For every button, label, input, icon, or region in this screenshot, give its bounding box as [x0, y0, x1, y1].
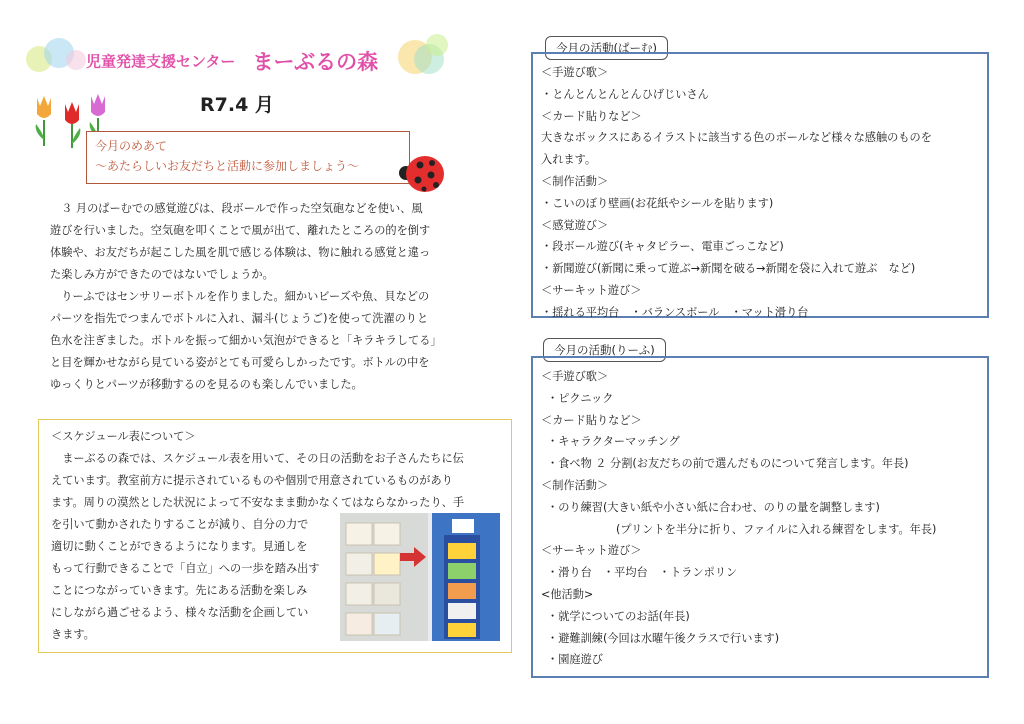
palm-line: ＜手遊び歌＞ [541, 66, 609, 79]
center-name: 児童発達支援センター [86, 52, 236, 71]
facility-name: まーぶるの森 [252, 50, 379, 74]
report-line: と目を輝かせながら見ている姿がとても可愛らしかったです。ボトルの中を [50, 356, 430, 369]
leaf-line: ・滑り台 ・平均台 ・トランポリン [547, 566, 738, 580]
leaf-line: ・就学についてのお話(年長) [547, 609, 690, 623]
leaf-activities-panel [531, 356, 989, 678]
schedule-line: きます。 [51, 628, 95, 641]
schedule-text-short [51, 514, 343, 646]
schedule-line: ます。周りの漠然とした状況によって不安なまま動かなくてはならなかったり、手 [51, 496, 465, 509]
palm-line: ・段ボール遊び(キャタピラー、電車ごっこなど) [541, 240, 784, 254]
palm-line: ・とんとんとんとんひげじいさん [541, 87, 709, 101]
schedule-board-photo [340, 513, 500, 641]
tulip-icon [65, 102, 80, 148]
leaf-line: ＜カード貼りなど＞ [541, 413, 642, 427]
leaf-line: ・キャラクターマッチング [547, 435, 680, 449]
decor-bubble [426, 34, 448, 56]
palm-line: ＜カード貼りなど＞ [541, 109, 642, 123]
leaf-line: ＜制作活動＞ [541, 478, 609, 492]
report-line: りーふではセンサリーボトルを作りました。細かいビーズや魚、貝などの [50, 290, 430, 303]
monthly-goal-text: ～あたらしいお友だちと活動に参加しましょう～ [95, 159, 360, 173]
palm-line: 入れます。 [541, 153, 597, 167]
palm-line: ＜感覚遊び＞ [541, 218, 609, 232]
report-line: パーツを指先でつまんでボトルに入れ、漏斗(じょうご)を使って洗濯のりと [50, 312, 429, 325]
schedule-title: ＜スケジュール表について＞ [51, 430, 196, 443]
palm-activities-tab: 今月の活動(ぱーむ) [545, 36, 668, 60]
newsletter-title [86, 46, 378, 76]
leaf-line: ・園庭遊び [547, 653, 603, 667]
palm-activities-panel [531, 52, 989, 318]
report-line: 色水を注ぎました。ボトルを振って細かい気泡ができると「キラキラしてる」 [50, 334, 442, 347]
report-line: た楽しみ方ができたのではないでしょうか。 [50, 268, 274, 281]
schedule-line: を引いて動かされたりすることが減り、自分の力で [51, 518, 309, 531]
ladybug-icon [398, 151, 446, 195]
issue-month: R7.4 月 [200, 94, 274, 116]
leaf-line: ・食べ物 ２ 分割(お友だちの前で選んだものについて発言します。年長) [547, 457, 909, 471]
report-line: ３ 月のぱーむでの感覚遊びは、段ボールで作った空気砲などを使い、風 [50, 202, 423, 215]
report-line: ゆっくりとパーツが移動するのを見るのも楽しんでいました。 [50, 378, 363, 391]
decor-bubble [66, 50, 86, 70]
leaf-line: ＜サーキット遊び＞ [541, 544, 642, 558]
leaf-line: ・避難訓練(今回は水曜午後クラスで行います) [547, 631, 780, 645]
schedule-line: もって行動できることで「自立」への一歩を踏み出す [51, 562, 320, 575]
schedule-line: まーぶるの森では、スケジュール表を用いて、その日の活動をお子さんたちに伝 [51, 452, 464, 465]
leaf-line: ・ピクニック [547, 391, 614, 405]
report-line: 体験や、お友だちが起こした風を肌で感じる体験は、物に触れる感覚と違っ [50, 246, 431, 259]
monthly-goal-box [86, 131, 410, 184]
leaf-line: <他活動> [541, 587, 594, 601]
palm-line: ＜サーキット遊び＞ [541, 283, 642, 297]
schedule-line: 適切に動くことができるようになります。見通しを [51, 540, 308, 553]
palm-line: 大きなボックスにあるイラストに該当する色のボールなど様々な感触のものを [541, 131, 932, 145]
monthly-goal-title: 今月のめあて [95, 139, 168, 153]
palm-line: ＜制作活動＞ [541, 174, 609, 188]
schedule-text [51, 448, 511, 514]
schedule-line: にしながら過ごせるよう、様々な活動を企画してい [51, 606, 309, 619]
report-line: 遊びを行いました。空気砲を叩くことで風が出て、離れたところの的を倒す [50, 224, 431, 237]
tulip-icon [36, 96, 51, 146]
leaf-line: ・のり練習(大きい紙や小さい紙に合わせ、のりの量を調整します) [547, 500, 880, 514]
palm-line: ・新聞遊び(新聞に乗って遊ぶ→新聞を破る→新聞を袋に入れて遊ぶ など) [541, 262, 916, 276]
leaf-line: (プリントを半分に折り、ファイルに入れる練習をします。年長) [616, 522, 937, 536]
palm-line: ・こいのぼり壁画(お花紙やシールを貼ります) [541, 196, 774, 210]
palm-line: ・揺れる平均台 ・バランスボール ・マット滑り台 [541, 305, 809, 319]
schedule-line: えています。教室前方に提示されているものや個別で用意されているものがあり [51, 474, 453, 487]
monthly-report [50, 198, 470, 396]
leaf-line: ＜手遊び歌＞ [541, 370, 609, 383]
schedule-line: ことにつながっていきます。先にある活動を楽しみ [51, 584, 308, 597]
leaf-activities-tab: 今月の活動(りーふ) [543, 338, 666, 362]
